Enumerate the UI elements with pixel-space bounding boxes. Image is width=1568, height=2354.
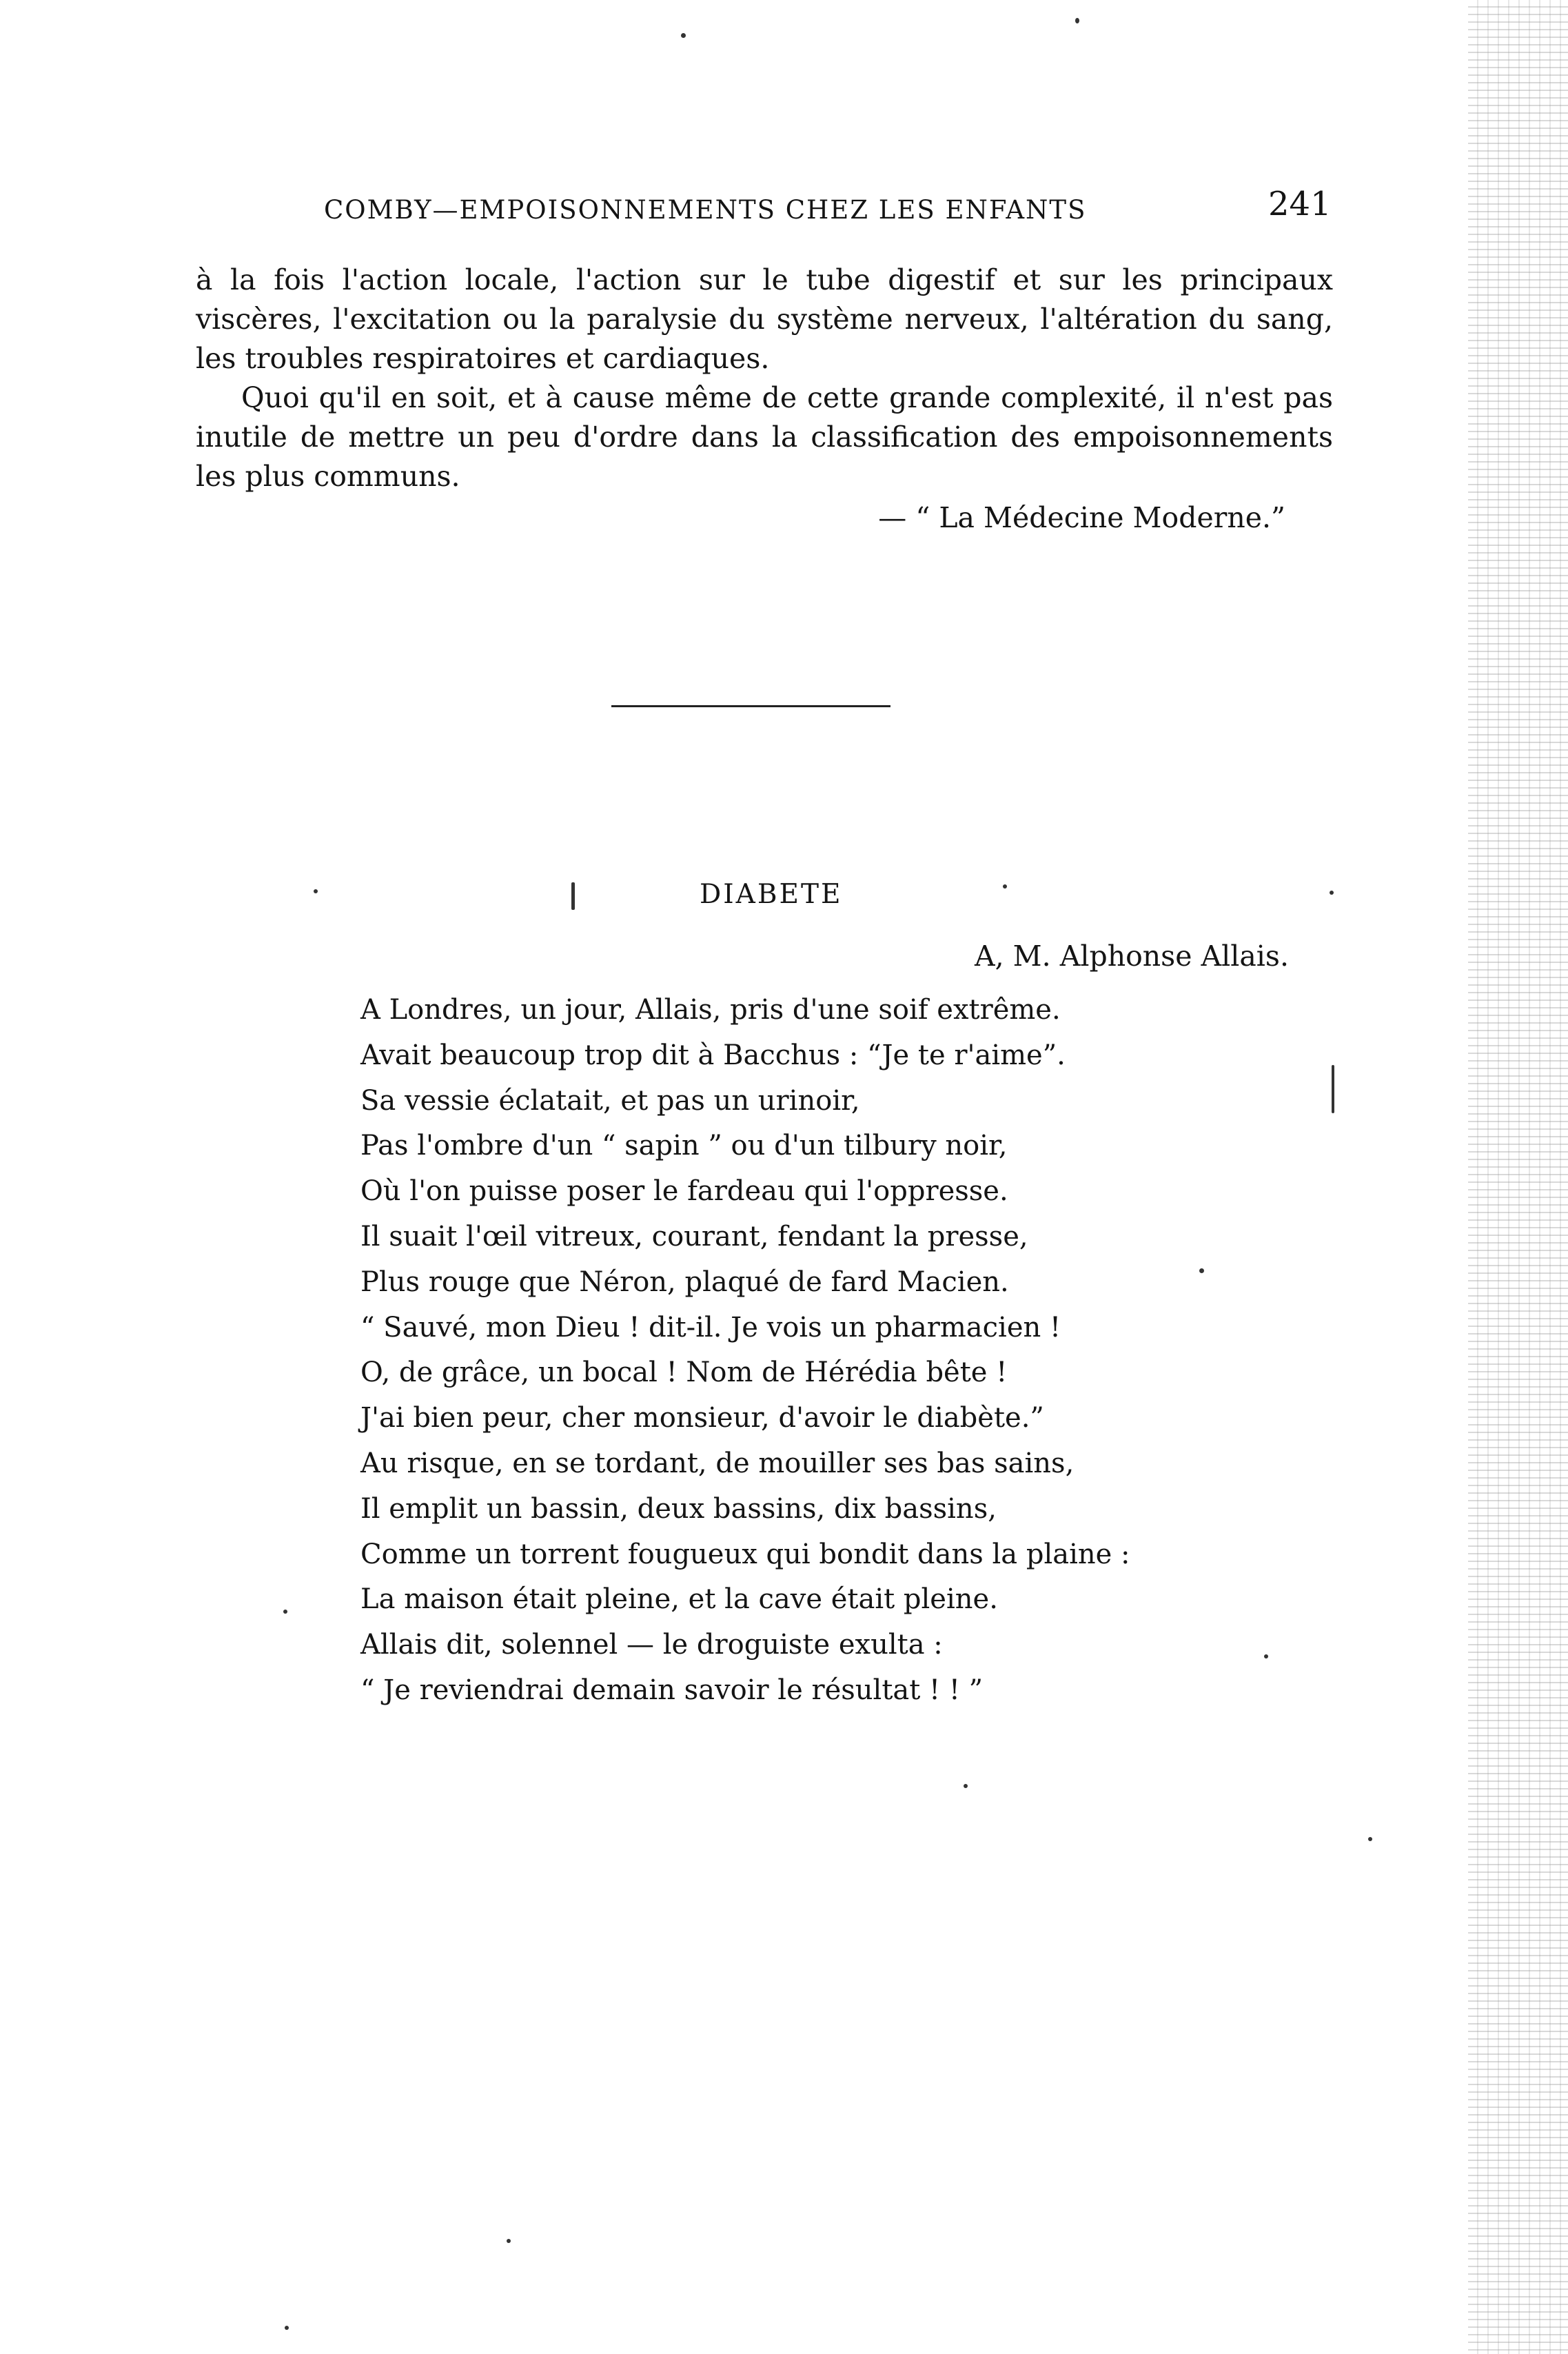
poem-line: O, de grâce, un bocal ! Nom de Hérédia bête ! bbox=[360, 1357, 1008, 1389]
poem-line: Pas l'ombre d'un “ sapin ” ou d'un tilbury noir, bbox=[360, 1130, 1008, 1162]
source-attribution: — “ La Médecine Moderne.” bbox=[878, 501, 1285, 534]
running-head: COMBY—EMPOISONNEMENTS CHEZ LES ENFANTS bbox=[324, 195, 1087, 225]
poem-line: “ Je reviendrai demain savoir le résultat ! ! ” bbox=[360, 1674, 984, 1706]
poem-line: Où l'on puisse poser le fardeau qui l'oppresse. bbox=[360, 1175, 1008, 1208]
poem-dedication: A, M. Alphonse Allais. bbox=[975, 940, 1289, 973]
scan-speck bbox=[1264, 1654, 1268, 1658]
scanned-page-edge bbox=[1468, 0, 1568, 2354]
scan-speck bbox=[1075, 18, 1079, 23]
paragraph: à la fois l'action locale, l'action sur le tube digestif et sur les principaux viscères, l'excitation ou la paralysie du système nerveux, l'altération du sang, les troubles respiratoires et cardiaques. bbox=[196, 263, 1333, 375]
poem-line: Sa vessie éclatait, et pas un urinoir, bbox=[360, 1084, 860, 1117]
poem-line: Il emplit un bassin, deux bassins, dix bassins, bbox=[360, 1492, 997, 1525]
scan-speck bbox=[1332, 1065, 1334, 1113]
poem-line: Il suait l'œil vitreux, courant, fendant la presse, bbox=[360, 1220, 1028, 1252]
poem-line: Plus rouge que Néron, plaqué de fard Macien. bbox=[360, 1266, 1009, 1298]
poem-line: Au risque, en se tordant, de mouiller ses bas sains, bbox=[360, 1447, 1075, 1479]
poem-title: DIABETE bbox=[700, 879, 843, 910]
poem-line: Comme un torrent fougueux qui bondit dans la plaine : bbox=[360, 1538, 1130, 1570]
scan-speck bbox=[964, 1784, 968, 1788]
poem-line: J'ai bien peur, cher monsieur, d'avoir le diabète.” bbox=[360, 1402, 1044, 1434]
scan-speck bbox=[1330, 891, 1334, 895]
scan-speck bbox=[283, 1610, 287, 1614]
scan-speck bbox=[681, 33, 686, 38]
paragraph: Quoi qu'il en soit, et à cause même de cette grande complexité, il n'est pas inutile de mettre un peu d'ordre dans la classification des empoisonnements les plus communs. bbox=[196, 381, 1333, 493]
poem-line: Allais dit, solennel — le droguiste exulta : bbox=[360, 1629, 943, 1661]
scan-speck bbox=[507, 2239, 511, 2243]
poem-line: “ Sauvé, mon Dieu ! dit-il. Je vois un pharmacien ! bbox=[360, 1311, 1061, 1343]
scan-speck bbox=[1368, 1837, 1372, 1841]
poem-line: La maison était pleine, et la cave était pleine. bbox=[360, 1583, 998, 1616]
article-text bbox=[196, 261, 1333, 496]
scan-speck bbox=[571, 882, 575, 910]
poem-body bbox=[360, 988, 1130, 1714]
scan-speck bbox=[1003, 884, 1007, 889]
section-divider bbox=[611, 705, 890, 707]
scan-speck bbox=[285, 2326, 289, 2330]
scan-speck bbox=[314, 889, 318, 893]
poem-line: A Londres, un jour, Allais, pris d'une soif extrême. bbox=[360, 994, 1061, 1026]
poem-line: Avait beaucoup trop dit à Bacchus : “Je te r'aime”. bbox=[360, 1039, 1066, 1071]
page-number: 241 bbox=[1268, 185, 1332, 223]
scan-speck bbox=[1199, 1268, 1204, 1273]
